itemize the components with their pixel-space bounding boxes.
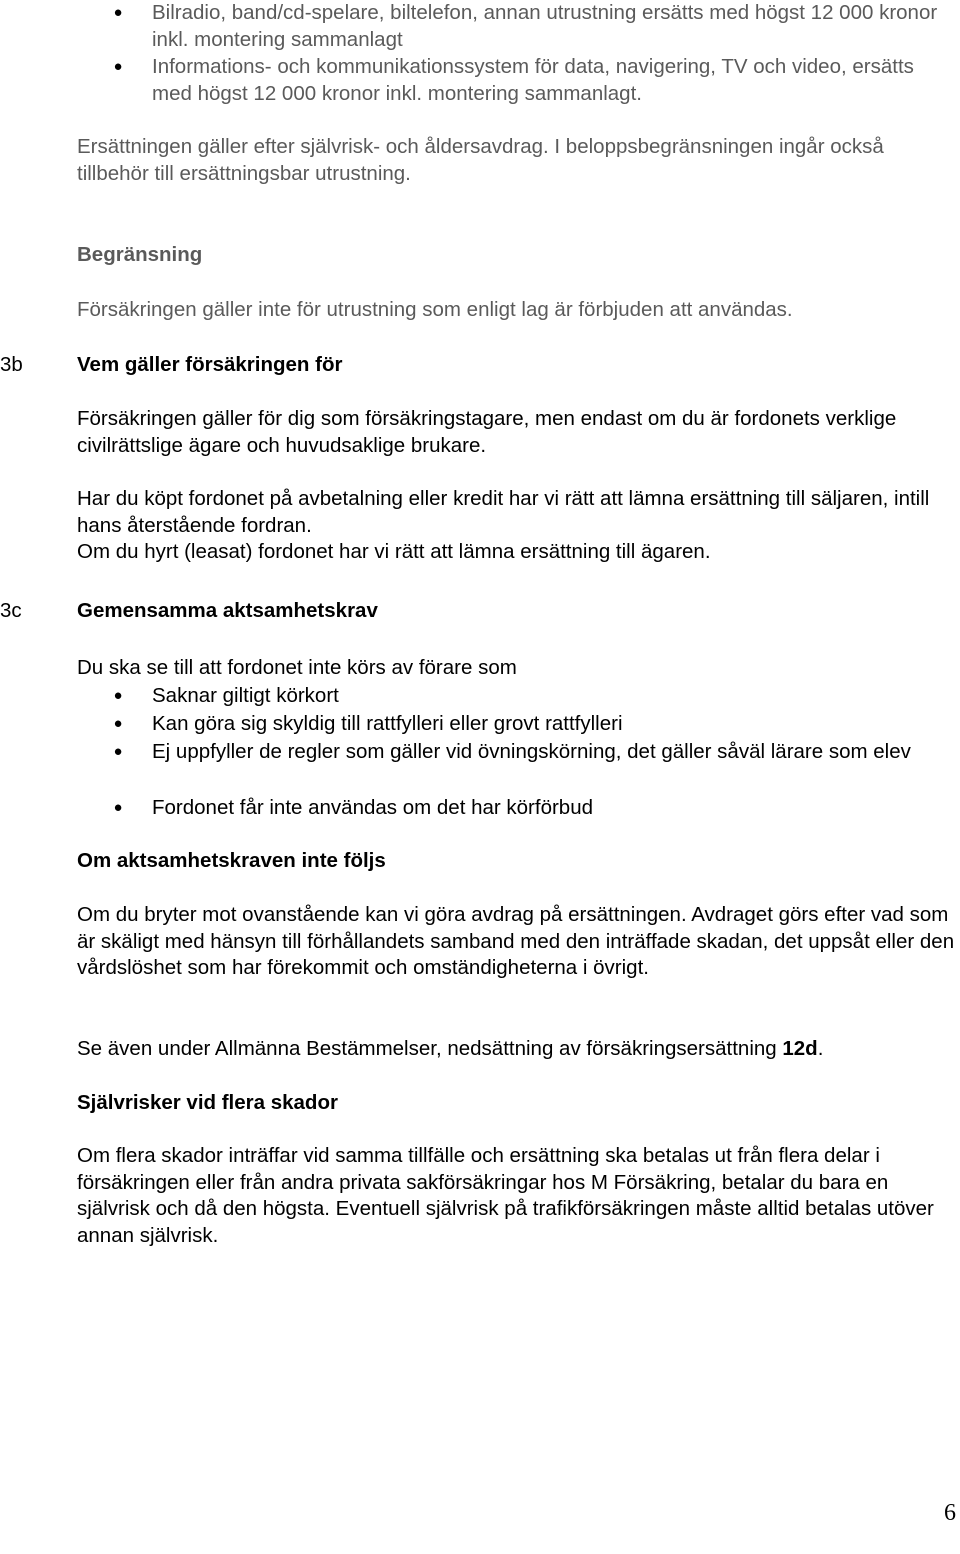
bullet-icon: ● <box>113 4 123 21</box>
bullet-icon: ● <box>113 799 123 816</box>
see-also-reference: 12d <box>782 1037 818 1060</box>
section-number-3b: 3b <box>0 353 23 376</box>
section-3c-intro: Du ska se till att fordonet inte körs av förare som <box>77 656 517 679</box>
section-3b-paragraph-3: Om du hyrt (leasat) fordonet har vi rätt att lämna ersättning till ägaren. <box>77 540 711 563</box>
limitation-text: Försäkringen gäller inte för utrustning som enligt lag är förbjuden att användas. <box>77 298 793 321</box>
page-number: 6 <box>944 1500 956 1526</box>
see-also-paragraph <box>77 1036 957 1063</box>
section-3b-paragraph-2: Har du köpt fordonet på avbetalning eller kredit har vi rätt att lämna ersättning till säljaren, intill hans återstående fordran. <box>77 487 930 537</box>
see-also-end: . <box>817 1037 824 1060</box>
non-compliance-heading: Om aktsamhetskraven inte följs <box>77 849 386 872</box>
multiple-damages-text: Om flera skador inträffar vid samma tillfälle och ersättning ska betalas ut från flera delar i försäkringen eller från andra privata sakförsäkringar hos M Försäkring, betalar du bara en självrisk och då den högsta. Eventuell självrisk på trafikförsäkringen måste alltid betalas utöver annan självrisk. <box>77 1144 934 1247</box>
list-item: Fordonet får inte användas om det har körförbud <box>152 796 594 819</box>
compensation-note: Ersättningen gäller efter självrisk- och åldersavdrag. I beloppsbegränsningen ingår också tillbehör till ersättningsbar utrustning. <box>77 135 884 185</box>
bullet-icon: ● <box>113 58 123 75</box>
section-3b-heading: Vem gäller försäkringen för <box>77 353 343 376</box>
list-item: Kan göra sig skyldig till rattfylleri eller grovt rattfylleri <box>152 712 623 735</box>
section-3c-heading: Gemensamma aktsamhetskrav <box>77 599 378 622</box>
section-3b-paragraph-1: Försäkringen gäller för dig som försäkringstagare, men endast om du är fordonets verklige civilrättslige ägare och huvudsaklige brukare. <box>77 407 897 457</box>
bullet-icon: ● <box>113 715 123 732</box>
multiple-damages-heading: Självrisker vid flera skador <box>77 1091 338 1114</box>
list-item: Bilradio, band/cd-spelare, biltelefon, annan utrustning ersätts med högst 12 000 kronor inkl. montering sammanlagt <box>152 1 938 51</box>
bullet-icon: ● <box>113 743 123 760</box>
list-item: Saknar giltigt körkort <box>152 684 339 707</box>
bullet-icon: ● <box>113 687 123 704</box>
list-item: Informations- och kommunikationssystem för data, navigering, TV och video, ersätts med högst 12 000 kronor inkl. montering sammanlagt. <box>152 55 914 105</box>
limitation-heading: Begränsning <box>77 243 203 266</box>
non-compliance-text: Om du bryter mot ovanstående kan vi göra avdrag på ersättningen. Avdraget görs efter vad som är skäligt med hänsyn till förhållandets samband med den inträffade skadan, det uppsåt eller den vårdslöshet som har förekommit och omständigheterna i övrigt. <box>77 903 955 979</box>
see-also-text: Se även under Allmänna Bestämmelser, nedsättning av försäkringsersättning <box>77 1037 783 1060</box>
list-item: Ej uppfyller de regler som gäller vid övningskörning, det gäller såväl lärare som elev <box>152 740 911 763</box>
section-number-3c: 3c <box>0 599 22 622</box>
